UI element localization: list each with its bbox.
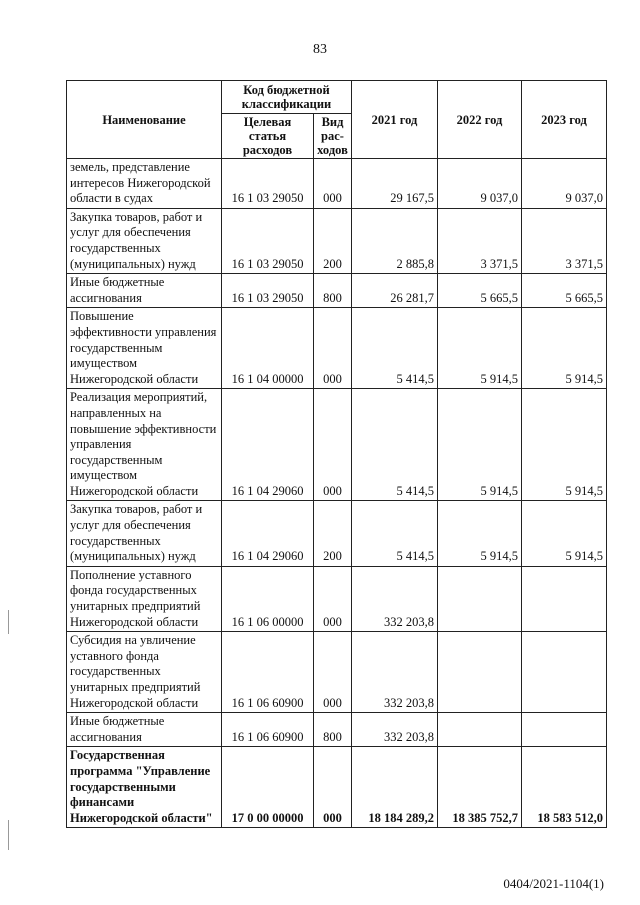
row-value-2022: 18 385 752,7 [438,747,522,828]
row-value-2023: 5 914,5 [522,389,607,501]
row-value-2021: 332 203,8 [352,566,438,631]
row-name: Закупка товаров, работ и услуг для обеспечения государственных (муниципальных) нужд [67,501,222,566]
row-value-2023: 9 037,0 [522,159,607,209]
table-row [67,274,607,308]
row-value-2023: 3 371,5 [522,208,607,273]
row-name: Пополнение уставного фонда государственных унитарных предприятий Нижегородской области [67,566,222,631]
row-expense-type: 000 [314,747,352,828]
row-value-2023: 5 914,5 [522,501,607,566]
table-row [67,389,607,501]
row-expense-type: 000 [314,159,352,209]
table-row [67,501,607,566]
row-value-2021: 18 184 289,2 [352,747,438,828]
header-target-item: Целевая статья расходов [222,114,314,159]
row-name: Иные бюджетные ассигнования [67,274,222,308]
row-target-code: 16 1 06 60900 [222,713,314,747]
row-target-code: 16 1 04 00000 [222,308,314,389]
row-value-2023: 5 665,5 [522,274,607,308]
table-row [67,308,607,389]
table-row [67,208,607,273]
row-expense-type: 200 [314,501,352,566]
row-name: земель, представление интересов Нижегородской области в судах [67,159,222,209]
row-value-2023 [522,713,607,747]
table-row [67,747,607,828]
header-year-2022: 2022 год [438,81,522,159]
header-year-2021: 2021 год [352,81,438,159]
row-value-2023: 5 914,5 [522,308,607,389]
row-value-2021: 5 414,5 [352,389,438,501]
row-expense-type: 000 [314,632,352,713]
row-name: Субсидия на увличение уставного фонда государственных унитарных предприятий Нижегородской области [67,632,222,713]
row-target-code: 16 1 06 00000 [222,566,314,631]
row-target-code: 16 1 03 29050 [222,208,314,273]
row-value-2022: 5 914,5 [438,308,522,389]
table-row [67,632,607,713]
row-value-2021: 332 203,8 [352,713,438,747]
row-name: Повышение эффективности управления государственным имуществом Нижегородской области [67,308,222,389]
scan-edge-mark [8,820,9,850]
document-code: 0404/2021-1104(1) [503,876,604,891]
scan-edge-mark [8,610,9,634]
row-value-2023 [522,566,607,631]
budget-table [66,80,607,828]
header-expense-type: Вид рас-ходов [314,114,352,159]
header-year-2023: 2023 год [522,81,607,159]
row-target-code: 16 1 06 60900 [222,632,314,713]
row-name: Закупка товаров, работ и услуг для обеспечения государственных (муниципальных) нужд [67,208,222,273]
header-classification: Код бюджетной классификации [222,81,352,114]
row-expense-type: 000 [314,389,352,501]
row-value-2021: 29 167,5 [352,159,438,209]
row-value-2021: 26 281,7 [352,274,438,308]
row-name: Реализация мероприятий, направленных на повышение эффективности управления государственным имуществом Нижегородской области [67,389,222,501]
row-expense-type: 000 [314,566,352,631]
row-name: Иные бюджетные ассигнования [67,713,222,747]
row-name: Государственная программа "Управление государственными финансами Нижегородской области" [67,747,222,828]
row-expense-type: 000 [314,308,352,389]
row-target-code: 16 1 04 29060 [222,389,314,501]
row-value-2023: 18 583 512,0 [522,747,607,828]
row-value-2022: 5 914,5 [438,501,522,566]
table-row [67,159,607,209]
row-expense-type: 800 [314,274,352,308]
row-value-2021: 5 414,5 [352,308,438,389]
page-number: 83 [313,42,327,57]
row-value-2022 [438,566,522,631]
table-body [67,159,607,828]
table-row [67,566,607,631]
row-target-code: 16 1 03 29050 [222,274,314,308]
row-value-2023 [522,632,607,713]
row-value-2022 [438,713,522,747]
row-value-2021: 2 885,8 [352,208,438,273]
row-value-2022: 3 371,5 [438,208,522,273]
row-value-2022: 9 037,0 [438,159,522,209]
row-value-2022: 5 665,5 [438,274,522,308]
row-target-code: 16 1 04 29060 [222,501,314,566]
row-expense-type: 800 [314,713,352,747]
header-name: Наименование [67,81,222,159]
row-value-2021: 5 414,5 [352,501,438,566]
row-value-2022 [438,632,522,713]
row-target-code: 16 1 03 29050 [222,159,314,209]
row-expense-type: 200 [314,208,352,273]
table-row [67,713,607,747]
row-value-2021: 332 203,8 [352,632,438,713]
row-value-2022: 5 914,5 [438,389,522,501]
row-target-code: 17 0 00 00000 [222,747,314,828]
